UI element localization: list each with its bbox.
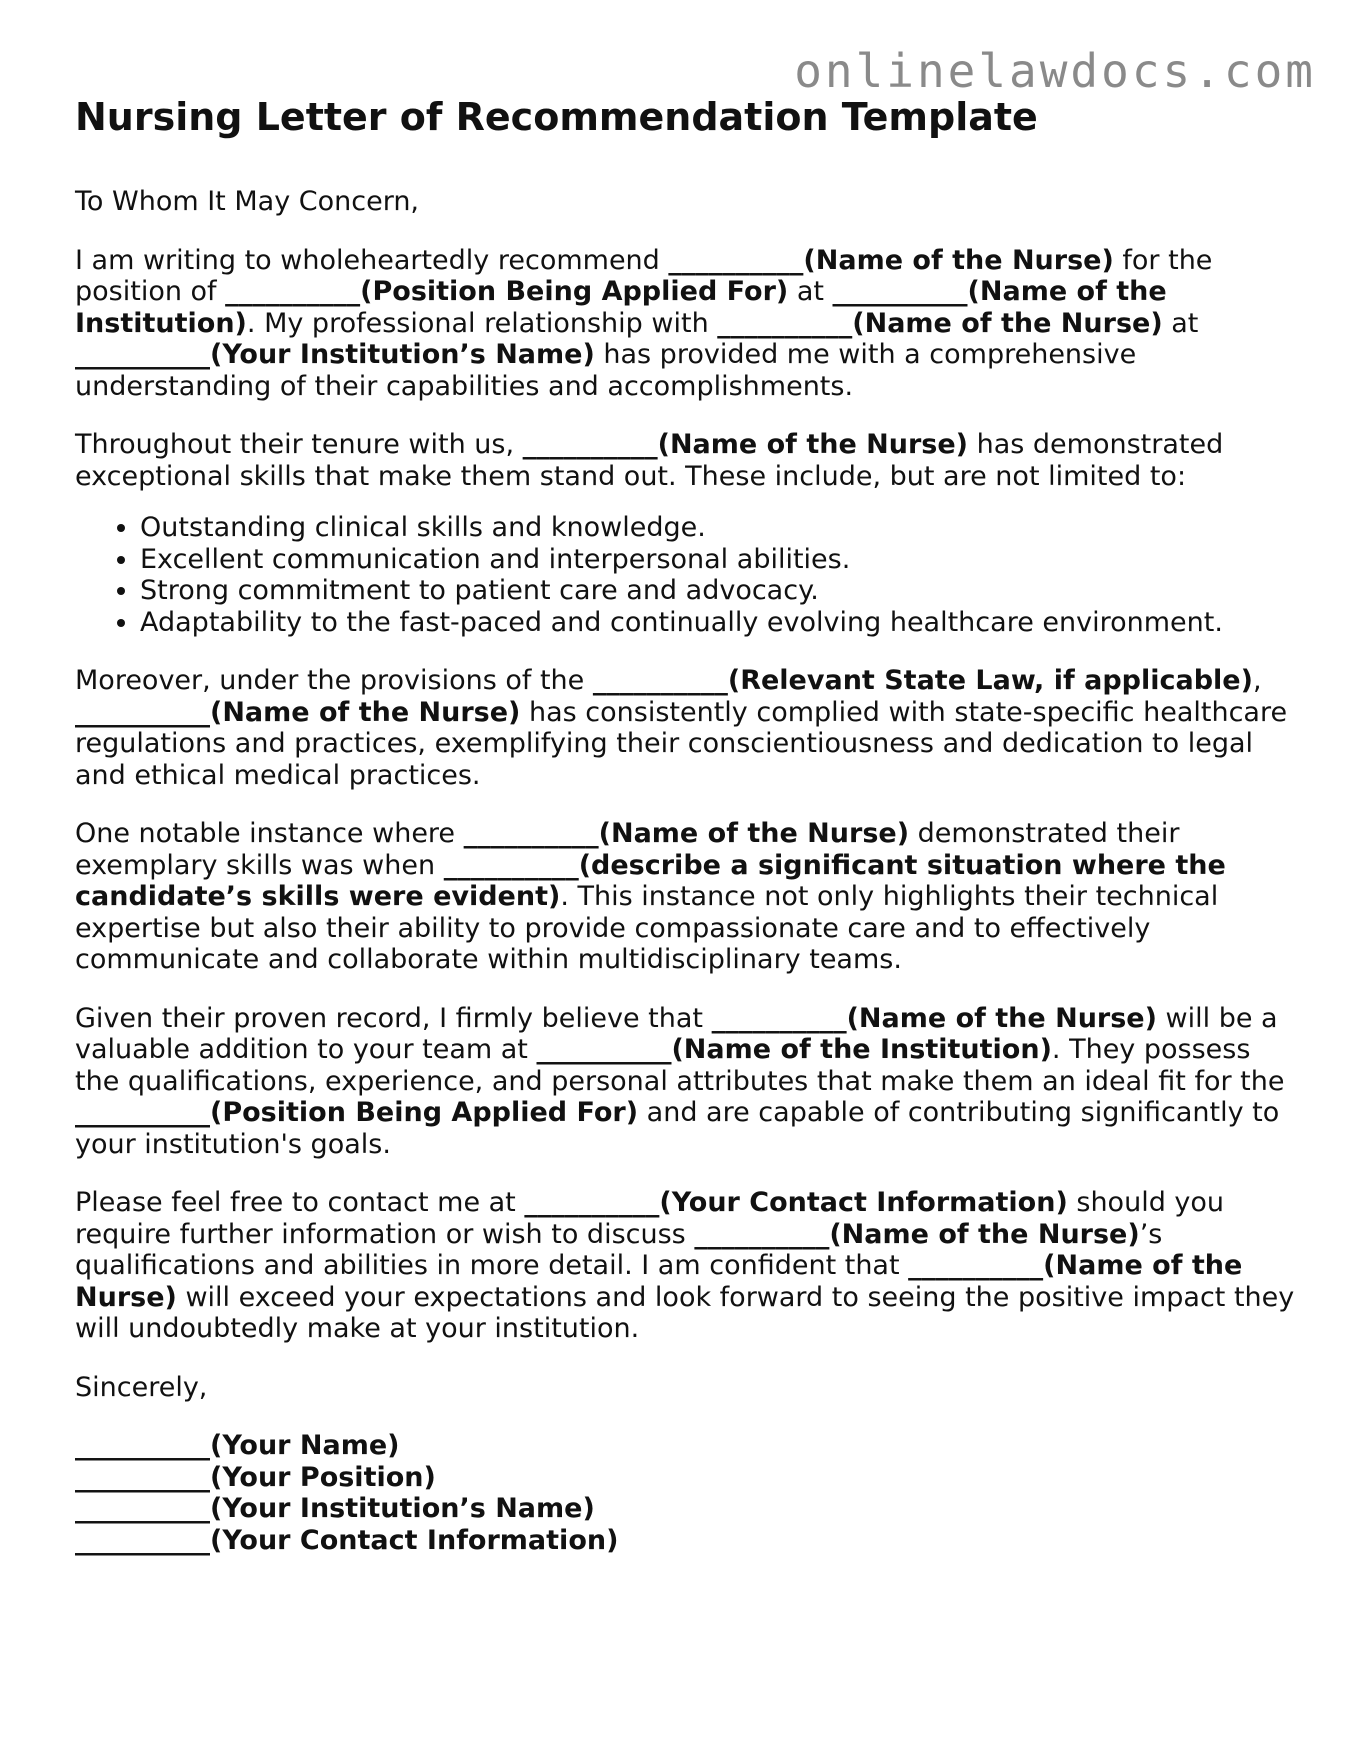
blank-field-institution: __________(Name of the Institution) [75,276,1167,339]
document [75,88,1295,1556]
watermark: onlinelawdocs.com [794,44,1316,98]
list-item: • Strong commitment to patient care and advocacy. [140,575,1295,607]
blank-field-your-institution: __________(Your Institution’s Name) [75,339,595,370]
signature-line-institution: __________(Your Institution’s Name) [75,1493,595,1524]
blank-field-nurse-name: __________(Name of the Nurse) [694,1218,1140,1250]
skills-list [75,512,1295,638]
page-title: Nursing Letter of Recommendation Template [75,95,1038,139]
signature-block [75,1430,1295,1556]
blank-field-nurse-name: __________(Name of the Nurse) [75,1250,1243,1313]
paragraph-proven-record: Given their proven record, I firmly believe that __________(Name of the Nurse) will be a valuable addition to your team at __________(Name of the Institution). They possess the qualifications, experience, and personal attributes that make them an ideal fit for the __________(Position Being Applied For) and are capable of contributing significantly to your institution's goals. [75,1002,1285,1160]
list-item: • Adaptability to the fast-paced and continually evolving healthcare environment. [140,607,1295,639]
blank-field-situation: __________(describe a significant situation where the candidate’s skills were evident) [75,849,1226,912]
blank-field-institution: __________(Name of the Institution) [536,1034,1052,1065]
signature-line-name: __________(Your Name) [75,1430,400,1461]
blank-field-nurse-name: __________(Name of the Nurse) [668,244,1114,276]
paragraph-skills-intro: Throughout their tenure with us, __________(Name of the Nurse) has demonstrated exceptional skills that make them stand out. These include, but are not limited to: [75,429,1224,492]
blank-field-nurse-name: __________(Name of the Nurse) [75,696,521,728]
signature-line-contact: __________(Your Contact Information) [75,1524,619,1556]
blank-field-position: __________(Position Being Applied For) [75,1097,639,1128]
blank-field-nurse-name: __________(Name of the Nurse) [522,429,969,460]
blank-field-nurse-name: __________(Name of the Nurse) [463,818,910,849]
signature-line-position: __________(Your Position) [75,1461,436,1493]
list-item: • Outstanding clinical skills and knowledge. [140,512,1295,544]
salutation: To Whom It May Concern, [75,186,420,217]
blank-field-contact-info: __________(Your Contact Information) [524,1187,1068,1218]
blank-field-nurse-name: __________(Name of the Nurse) [711,1002,1157,1034]
list-item: • Excellent communication and interpersonal abilities. [140,544,1295,576]
blank-field-state-law: __________(Relevant State Law, if applicable) [592,665,1253,696]
closing: Sincerely, [75,1371,208,1403]
text: I am writing to wholeheartedly recommend [75,244,669,276]
paragraph-intro: I am writing to wholeheartedly recommend __________(Name of the Nurse) for the position of __________(Position Being Applied For) at __________(Name of the Institution). My professional relationship with __________(Name of the Nurse) at __________(Your Institution’s Name) has provided me with a comprehensive understanding of their capabilities and accomplishments. [75,244,1213,402]
blank-field-nurse-name: __________(Name of the Nurse) [717,307,1163,339]
paragraph-contact: Please feel free to contact me at __________(Your Contact Information) should you require further information or wish to discuss __________(Name of the Nurse)’s qualifications and abilities in more detail. I am confident that __________(Name of the Nurse) will exceed your expectations and look forward to seeing the positive impact they will undoubtedly make at your institution. [75,1187,1295,1344]
blank-field-position: __________(Position Being Applied For) [225,276,789,307]
paragraph-state-law: Moreover, under the provisions of the __________(Relevant State Law, if applicable), __________(Name of the Nurse) has consistently complied with state-specific healthcare regulations and practices, exemplifying their conscientiousness and dedication to legal and ethical medical practices. [75,665,1288,791]
paragraph-notable-instance: One notable instance where __________(Name of the Nurse) demonstrated their exemplary skills was when __________(describe a significant situation where the candidate’s skills were evident). This instance not only highlights their technical expertise but also their ability to provide compassionate care and to effectively communicate and collaborate within multidisciplinary teams. [75,818,1226,975]
